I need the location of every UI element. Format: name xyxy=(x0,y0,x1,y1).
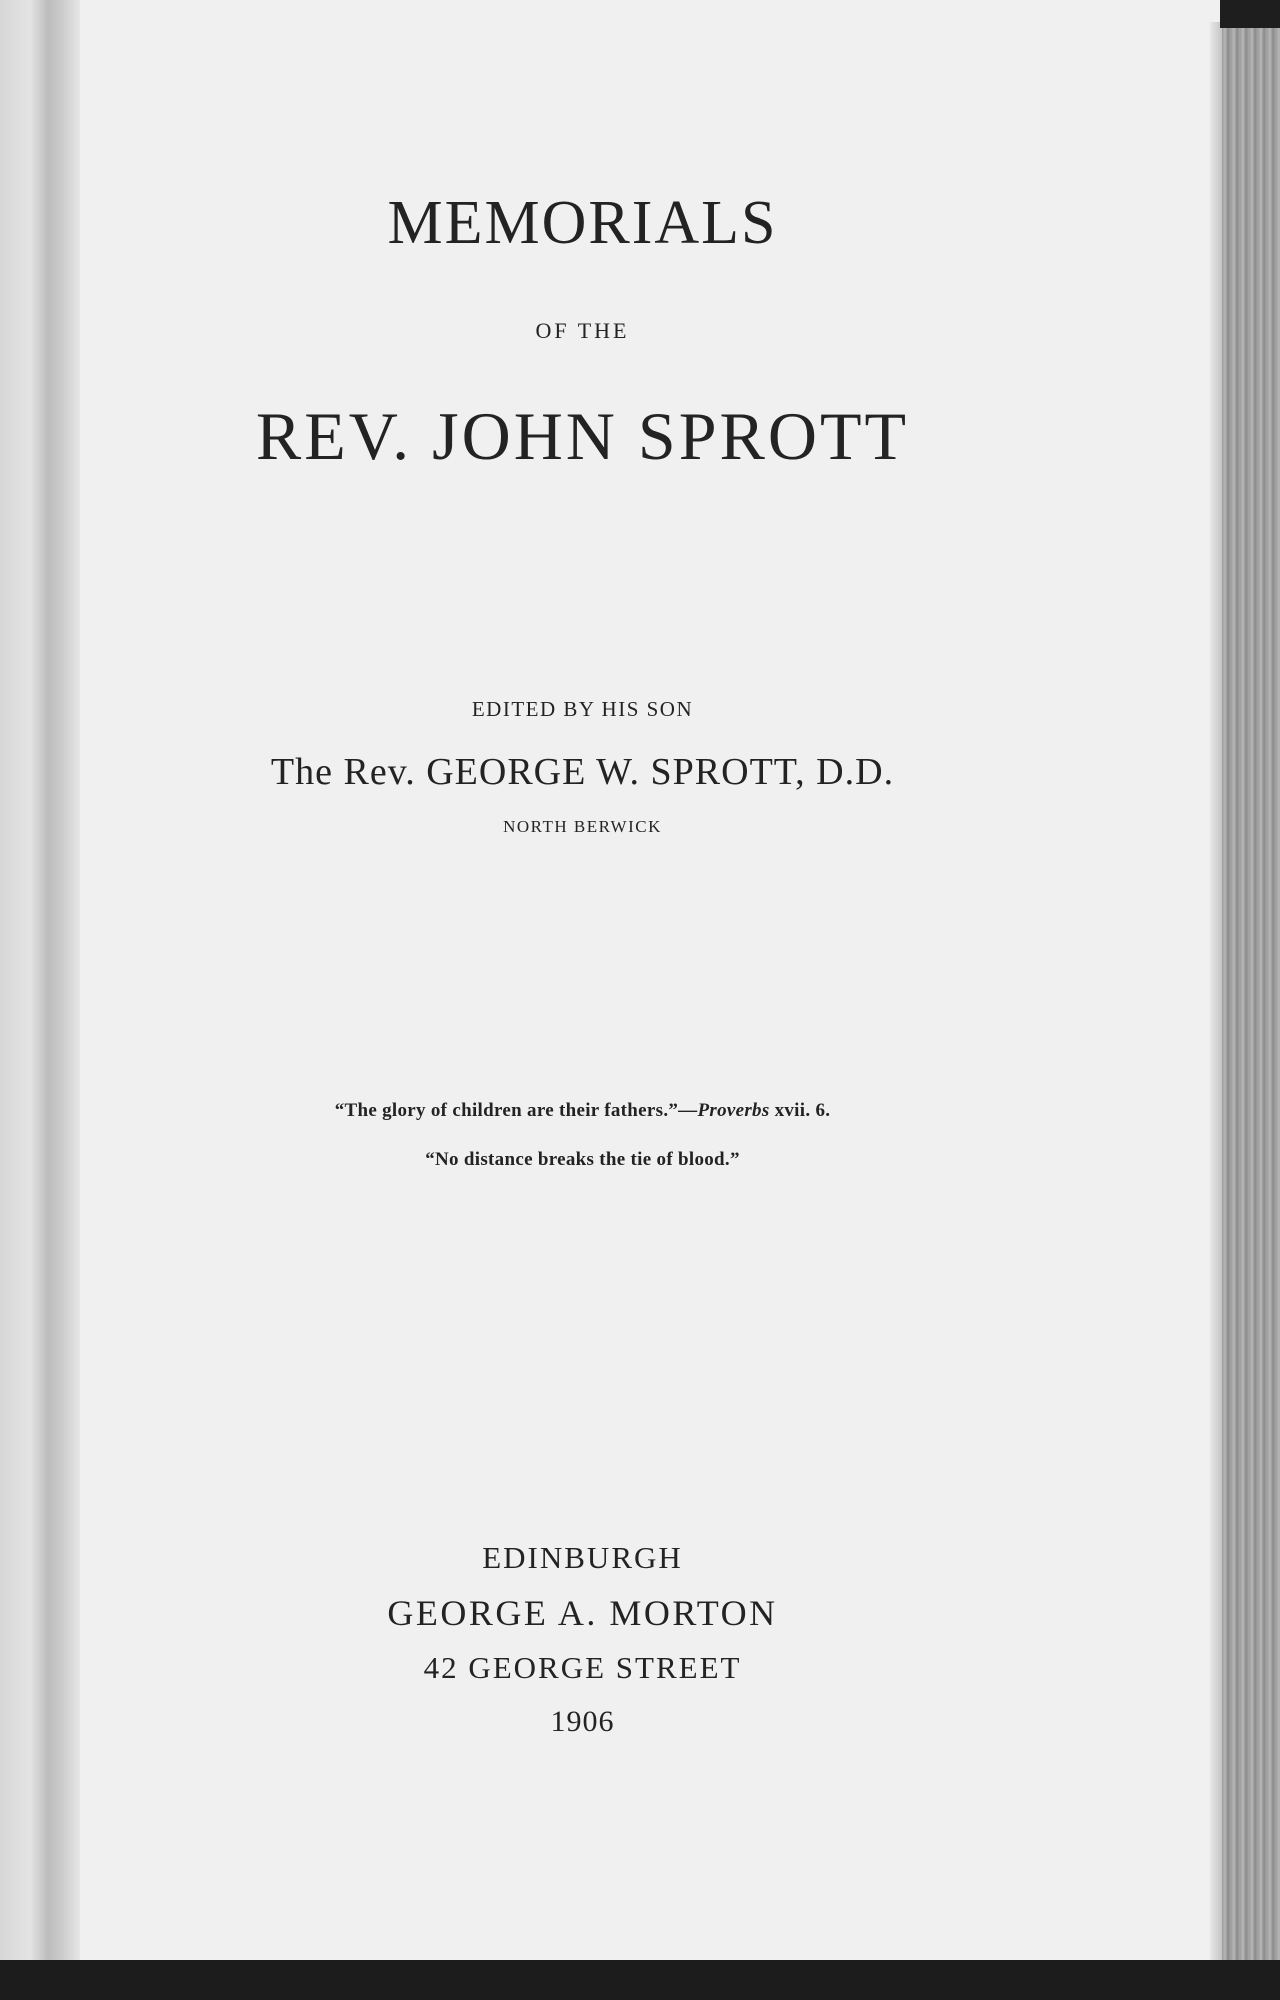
page-edge-stack xyxy=(1222,22,1280,1960)
epigraph-2: “No distance breaks the tie of blood.” xyxy=(425,1149,740,1170)
editor-location: NORTH BERWICK xyxy=(503,817,662,836)
edited-by-line: EDITED BY HIS SON xyxy=(471,697,694,721)
binding-gutter xyxy=(0,0,80,1960)
epigraph-1-source-title: Proverbs xyxy=(697,1100,770,1121)
editor-prefix: The Rev. xyxy=(270,751,416,793)
title-connector: OF THE xyxy=(535,318,630,343)
epigraph-1-source-ref: xvii. 6. xyxy=(769,1100,831,1121)
imprint-year: 1906 xyxy=(550,1705,615,1738)
imprint-city: EDINBURGH xyxy=(482,1540,683,1575)
editor-name: GEORGE W. SPROTT, D.D. xyxy=(426,751,895,793)
book-title: MEMORIALS xyxy=(387,189,778,257)
page-edge-shadow xyxy=(1210,22,1222,1960)
scan-background-band xyxy=(0,1960,1280,2000)
epigraph-1 xyxy=(80,1100,1085,1122)
imprint-address: 42 GEORGE STREET xyxy=(423,1650,742,1685)
book-subject: REV. JOHN SPROTT xyxy=(255,398,910,474)
imprint-publisher: GEORGE A. MORTON xyxy=(387,1593,778,1633)
epigraph-1-text: “The glory of children are their fathers.”— xyxy=(334,1100,698,1121)
scan-background-corner xyxy=(1220,0,1280,28)
editor-line xyxy=(80,750,1085,794)
